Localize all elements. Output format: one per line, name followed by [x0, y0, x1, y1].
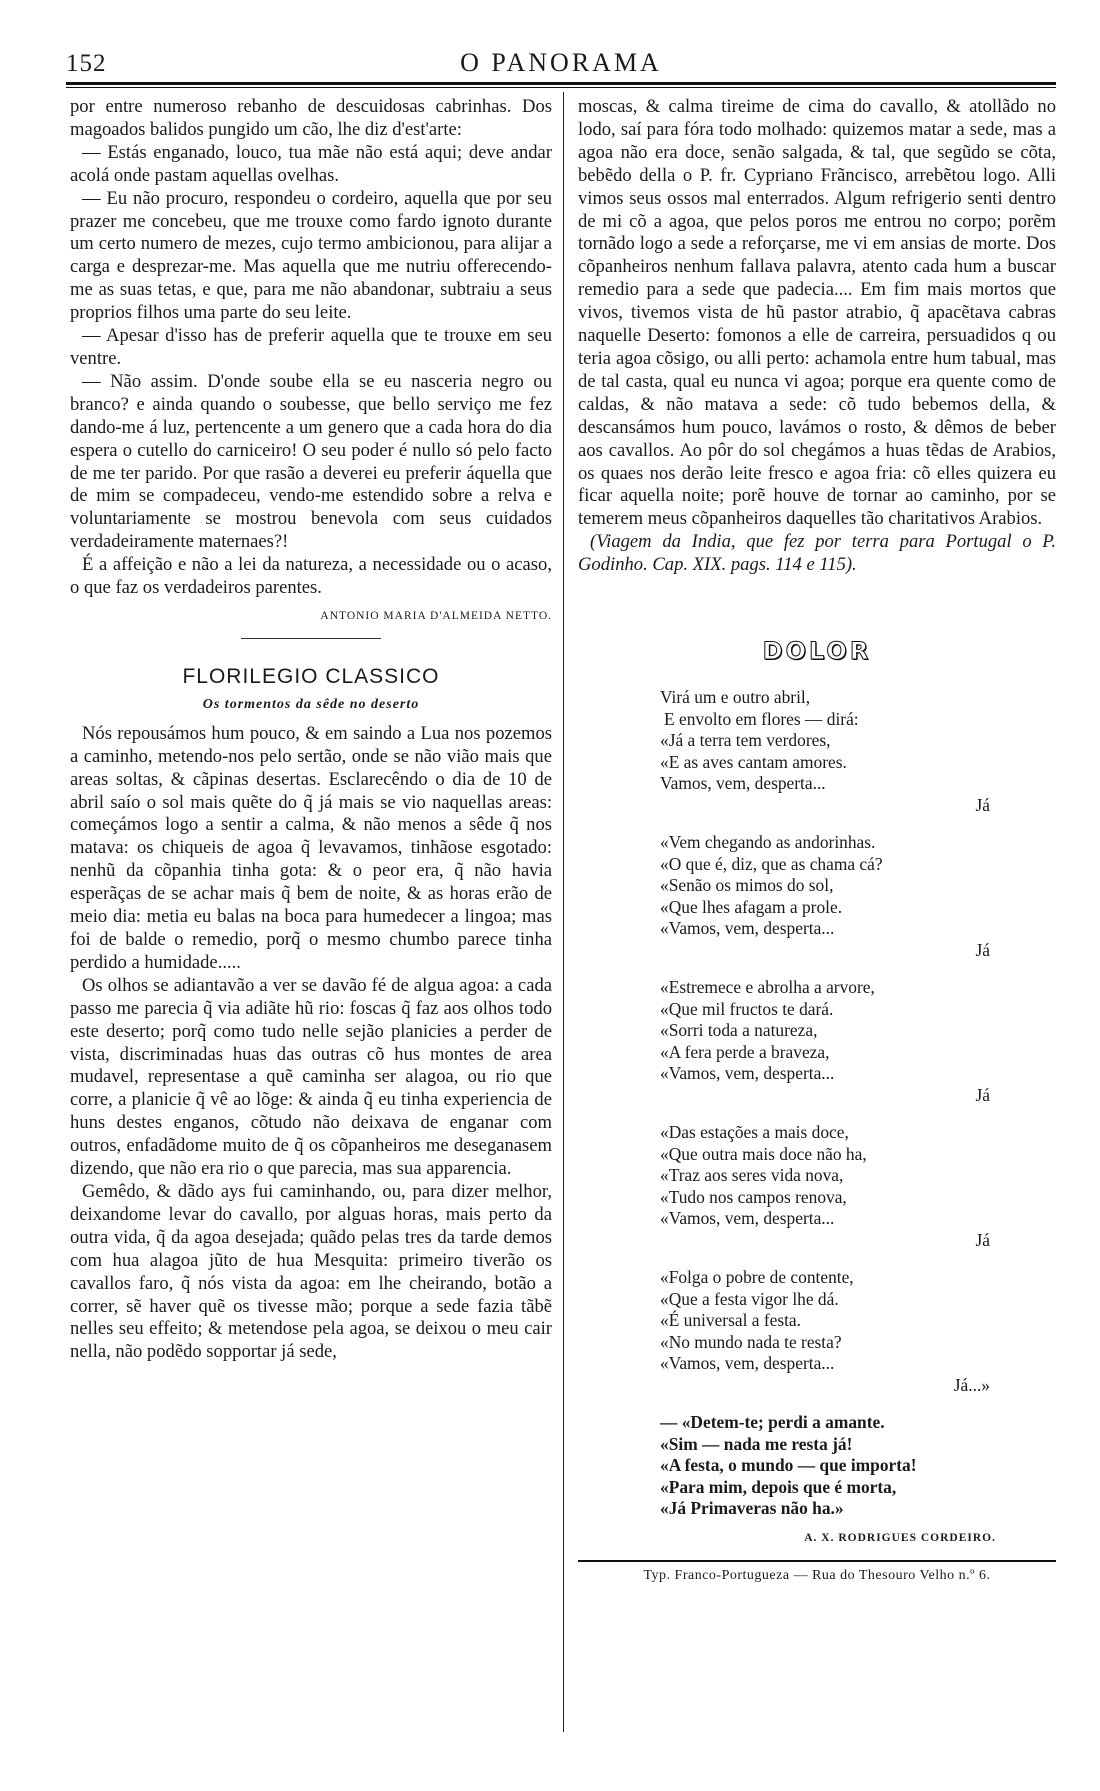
story-paragraph: — Estás enganado, louco, tua mãe não está aqui; deve andar acolá onde pastam aquellas ovelhas.: [70, 141, 552, 186]
section-subtitle: Os tormentos da sêde no deserto: [202, 696, 420, 712]
poem-stanza: [660, 1122, 990, 1251]
printer-footer: Typ. Franco-Portugueza — Rua do Thesouro Velho n.º 6.: [643, 1567, 991, 1583]
poem-line: «Vamos, vem, desperta...: [660, 1353, 835, 1374]
poem-line: «Que mil fructos te dará.: [660, 998, 834, 1019]
header-rule: [66, 82, 1056, 85]
classic-paragraph: Os olhos se adiantavão a ver se davão fé de algua agoa: a cada passo me parecia q̃ via adiãte hũ rio: foscas q̃ faz aos olhos todo este deserto; porq̃ como tudo nelle sejão planicies a perder de vista, discriminadas huas das outras cõ hus montes de area mudavel, representase a quẽ caminha ser alagoa, ou rio que corre, a planicie q̃ vê ao lõge: & ainda q̃ eu tinha experiencia de huns destes enganos, cõtudo não deixava de enganar com outros, enfadãdome muito de q̃ os cõpanheiros me deseganasem dizendo, que não era rio o que parecia, mas sua apparencia.: [70, 974, 552, 1180]
poem-line: «Vem chegando as andorinhas.: [660, 832, 876, 853]
header-rule-thin: [66, 87, 1056, 88]
page-header: [66, 40, 1056, 80]
poem-stanza: [660, 977, 990, 1106]
story-closing-text: É a affeição e não a lei da natureza, a necessidade ou o acaso, o que faz os verdadeiros parentes.: [70, 554, 552, 599]
poem-line: «Tudo nos campos renova,: [660, 1186, 847, 1207]
footer-rule: [578, 1560, 1056, 1562]
poem-line: «E as aves cantam amores.: [660, 751, 847, 772]
poem-line: «Estremece e abrolha a arvore,: [660, 977, 875, 998]
poem-line: «Folga o pobre de contente,: [660, 1267, 854, 1288]
poem-refrain: Já...»: [953, 1374, 990, 1395]
poem-refrain: Já: [975, 1084, 990, 1105]
story-paragraph: por entre numeroso rebanho de descuidosas cabrinhas. Dos magoados balidos pungido um cão, lhe diz d'est'arte:: [70, 96, 552, 140]
journal-title: O PANORAMA: [460, 48, 662, 77]
section-separator: [241, 638, 381, 639]
poem-title: DOLOR: [762, 637, 872, 666]
poem-line: «Já a terra tem verdores,: [660, 730, 831, 751]
poem-line: «A festa, o mundo — que importa!: [660, 1455, 917, 1476]
left-column: [70, 96, 552, 1364]
poem-line: «Que lhes afagam a prole.: [660, 896, 843, 917]
poem-line: «No mundo nada te resta?: [660, 1331, 842, 1352]
page-number: 152: [66, 50, 107, 77]
poem-line: E envolto em flores — dirá:: [664, 708, 859, 729]
poem-line: «Traz aos seres vida nova,: [660, 1165, 844, 1186]
story-paragraph: — Eu não procuro, respondeu o cordeiro, aquella que por seu prazer me concebeu, que me trouxe como fardo ignoto durante um certo numero de mezes, cujo termo ambicionou, para alijar a carga e desprezar-me. Mas aquella que me nutriu offerecendo-me as suas tetas, e que, para me não abandonar, subtraiu a seus proprios filhos uma parte do seu leite.: [70, 187, 552, 324]
poem-stanza: [660, 687, 990, 816]
poem-line: Vamos, vem, desperta...: [660, 773, 826, 794]
poem-line: «Que a festa vigor lhe dá.: [660, 1288, 839, 1309]
column-divider: [563, 92, 564, 1732]
story-paragraph: — Não assim. D'onde soube ella se eu nasceria negro ou branco? e ainda quando o soubesse, que bello serviço me fez dando-me á luz, pertencente a um genero que a cada hora do dia espera o cutello do carniceiro! O seu poder é nullo só pelo facto de me ter parido. Por que rasão a deverei eu preferir áquella que de mim se compadeceu, vendo-me estendido sobre a relva e voluntariamente se mostrou benevola com seus cuidados verdadeiramente maternaes?!: [70, 370, 552, 553]
classic-continuation: moscas, & calma tireime de cima do cavallo, & atollãdo no lodo, saí para fóra todo molhado: quizemos matar a sede, mas a agoa não era doce, senão salgada, & tal, que segũdo se cõta, bebẽdo della o P. fr. Cypriano Frãncisco, arrebẽtou logo. Alli vimos seus ossos mal enterrados. Algum refrigerio senti dentro de mi cõ a agoa, que pelos poros me entrou no corpo; porẽm tornãdo logo a sede a reforçarse, me vi em ansias de morte. Dos cõpanheiros nenhum fallava palavra, atento cada hum a buscar remedio para a sede que padecia.... Em fim mais mortos que vivos, tivemos vista de hũ pastor atrabio, q̃ apacẽtava cabras naquelle Deserto: fomonos a elle de carreira, persuadidos q ou teria agoa cõsigo, ou alli perto: achamola entre hum tabual, mas de tal casta, qual eu nunca vi agoa; porque era quente como de caldas, & não matava a sede: cõ tudo bebemos della, & descansámos hum pouco, lavámos o rosto, & dêmos de beber aos cavallos. Ao pôr do sol chegámos a huas tẽdas de Arabios, os quaes nos derão leite fresco e agoa fria: cõ elles quizera eu ficar aquella noite; porẽ houve de tornar ao caminho, por se temerem meus cõpanheiros daquelles tão charitativos Arabios.: [578, 96, 1056, 530]
poem-line: «É universal a festa.: [660, 1310, 802, 1331]
poem-stanza: [660, 832, 990, 961]
poem-line: «Vamos, vem, desperta...: [660, 1208, 835, 1229]
poem-line: Virá um e outro abril,: [660, 687, 811, 708]
poem-line: «O que é, diz, que as chama cá?: [660, 853, 883, 874]
poem-author: A. X. RODRIGUES CORDEIRO.: [804, 1531, 996, 1544]
poem-refrain: Já: [975, 1229, 990, 1250]
poem-line: «A fera perde a braveza,: [660, 1041, 830, 1062]
source-citation: (Viagem da India, que fez por terra para Portugal o P. Godinho. Cap. XIX. pags. 114 e 115).: [578, 531, 1056, 576]
poem-line: «Já Primaveras não ha.»: [660, 1498, 844, 1519]
poem-line: «Senão os mimos do sol,: [660, 875, 834, 896]
poem-line: «Vamos, vem, desperta...: [660, 918, 835, 939]
poem-line: «Das estações a mais doce,: [660, 1122, 849, 1143]
poem-line: «Para mim, depois que é morta,: [660, 1476, 897, 1497]
poem-line: «Sim — nada me resta já!: [660, 1433, 853, 1454]
poem-line: «Que outra mais doce não ha,: [660, 1143, 867, 1164]
poem-refrain: Já: [975, 794, 990, 815]
classic-paragraph: Gemêdo, & dãdo ays fui caminhando, ou, para dizer melhor, deixandome levar do cavallo, por alguas horas, mais perto da outra vida, q̃ da agoa desejada; quãdo pelas tres da tarde demos com hua alagoa jũto de hua Mesquita: primeiro tiverão os cavallos faro, q̃ nós vista da agoa: em lhe cheirando, botão a correr, sẽ haver quẽ os tivesse mão; porque a sede fazia tãbẽ nelles seu effeito; & metendose pela agoa, se deixou o meu cair nella, não podẽdo sopportar já sede,: [70, 1180, 552, 1363]
story-paragraph: [70, 554, 552, 622]
poem-stanza: [660, 1267, 990, 1396]
story-paragraph: — Apesar d'isso has de preferir aquella que te trouxe em seu ventre.: [70, 325, 552, 369]
right-column: [578, 96, 1056, 1584]
section-title: FLORILEGIO CLASSICO: [182, 664, 440, 688]
poem-line: «Sorri toda a natureza,: [660, 1020, 818, 1041]
story-signature: ANTONIO MARIA D'ALMEIDA NETTO.: [320, 609, 552, 622]
poem-stanza: [660, 1412, 990, 1520]
classic-paragraph: Nós repousámos hum pouco, & em saindo a Lua nos pozemos a caminho, metendo-nos pelo sertão, onde se não vião mais que areas soltas, & cãpinas desertas. Esclarecêndo o dia de 10 de abril saío o sol mais quẽte do q̃ já mais se vio naquellas areas: começámos logo a sentir a calma, & não menos a sêde q̃ nos matava: os chiqueis de agoa q̃ levavamos, tinhãose esgotado: nenhũ da cõpanhia tinha gota: & o peor era, q̃ não havia esperãças de se achar mais q̃ bem de noite, & as horas erão de meio dia: metia eu balas na boca para humedecer a lingoa; mas foi de balde o remedio, porq̃ o mesmo chumbo parece tinha perdido a humidade.....: [70, 722, 552, 973]
poem-refrain: Já: [975, 939, 990, 960]
poem-line: — «Detem-te; perdi a amante.: [660, 1412, 885, 1433]
poem-line: «Vamos, vem, desperta...: [660, 1063, 835, 1084]
